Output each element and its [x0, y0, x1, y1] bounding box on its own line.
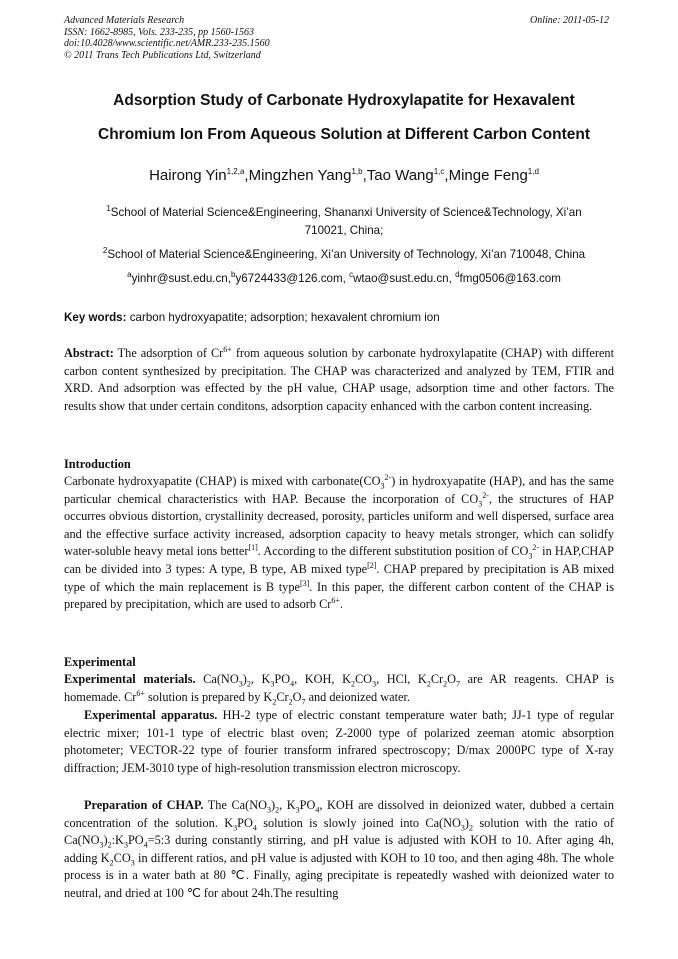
online-date: Online: 2011-05-12: [530, 15, 609, 26]
body-text: , KOH are dissolved in deionized water, dubbed a certain concentration of the solution. K: [64, 798, 614, 830]
body-text: and deionized water.: [305, 689, 410, 704]
body-text: solution is slowly joined into Ca(NO: [256, 815, 461, 830]
keywords-text: carbon hydroxyapatite; adsorption; hexavalent chromium ion: [126, 311, 440, 324]
author-name: Hairong Yin: [149, 167, 227, 184]
journal-header: [64, 15, 270, 61]
subscript: 3: [460, 823, 465, 833]
email-address[interactable]: fmg0506@163.com: [459, 272, 561, 285]
body-text: Cr: [430, 672, 444, 686]
author-name: Mingzhen Yang: [248, 167, 352, 184]
abstract-label: Abstract:: [64, 346, 114, 360]
subscript: 3: [99, 840, 104, 850]
body-text: solution with the ratio of Ca(NO: [64, 815, 614, 848]
body-text: PO: [274, 672, 291, 686]
body-text: ): [271, 798, 276, 812]
preparation-label: Preparation of CHAP.: [84, 798, 204, 812]
superscript: 2-: [482, 490, 489, 500]
affiliation-text: School of Material Science&Engineering, Shananxi University of Science&Technology, Xi’an: [110, 206, 582, 219]
subscript: 3: [233, 823, 238, 833]
superscript: 6+: [331, 596, 340, 606]
subscript: 2: [272, 697, 277, 707]
subscript: 2: [288, 697, 293, 707]
body-text: .: [339, 597, 343, 612]
subscript: 3: [478, 499, 483, 509]
author-name: Tao Wang: [366, 167, 434, 184]
email-address[interactable]: wtao@sust.edu.cn,: [353, 272, 456, 285]
citation-ref[interactable]: [1]: [248, 543, 258, 553]
subscript: 4: [290, 679, 295, 689]
body-text: Carbonate hydroxyapatite (CHAP) is mixed with carbonate(CO: [64, 474, 381, 488]
copyright-line: © 2011 Trans Tech Publications Ltd, Switzerland: [64, 49, 261, 61]
body-text: in different ratios, and pH value is adjusted with KOH to 10 too, and then aging 48h. The whole process is in a water bath at 80 ℃. Finally, aging precipitate is repeatedly washed with deionized water to neutral, and dried at 100 ℃ for about 24h.The resulting: [64, 850, 614, 900]
journal-name: Advanced Materials Research: [64, 15, 185, 26]
affiliation-1: [64, 204, 624, 240]
apparatus-text: HH-2 type of electric constant temperature water bath; JJ-1 type of regular electric mixer; 101-1 type of electric blast oven; Z-2000 type of polarized zeeman atomic absorption photometer; VECTOR-22 type of fourier transform infrared spectroscopy; D/max 2000PC type of X-ray diffraction; JEM-3010 type of high-resolution transmission electron microscopy.: [64, 708, 614, 775]
materials-paragraph: [64, 671, 614, 706]
email-address[interactable]: yinhr@sust.edu.cn,: [131, 272, 231, 285]
superscript: 6+: [223, 344, 232, 354]
affiliation-text: 710021, China;: [304, 224, 384, 237]
body-text: . In this paper, the different carbon content of the CHAP is prepared by precipitation, which are used to adsorb Cr: [64, 579, 614, 612]
experimental-heading: Experimental: [64, 655, 136, 669]
subscript: 4: [252, 823, 257, 833]
paper-title-line2: Chromium Ion From Aqueous Solution at Different Carbon Content: [98, 126, 590, 143]
abstract-paragraph: [64, 345, 614, 415]
apparatus-paragraph: [64, 707, 614, 777]
body-text: ): [464, 815, 469, 830]
affiliation-text: School of Material Science&Engineering, Xi’an University of Technology, Xi’an 710048, China: [107, 248, 586, 261]
author-affiliation-marker: 1,c: [433, 167, 445, 176]
body-text: O: [292, 689, 302, 704]
body-text: solution is prepared by K: [144, 689, 273, 704]
subscript: 3: [123, 840, 128, 850]
body-text: :K: [111, 833, 124, 848]
body-text: =5:3 during constantly stirring, and pH value is adjusted with KOH to 10. After aging 4h, adding K: [64, 833, 614, 865]
apparatus-label: Experimental apparatus.: [84, 708, 218, 722]
email-marker: b: [230, 270, 236, 280]
author-affiliation-marker: 1,b: [351, 167, 363, 176]
subscript: 2: [350, 679, 355, 689]
body-text: are AR reagents. CHAP is homemade. Cr: [64, 672, 615, 704]
paper-title-line1: Adsorption Study of Carbonate Hydroxylapatite for Hexavalent: [113, 92, 575, 109]
body-text: , the structures of HAP occurres obvious distortion, crystallinity decreased, porosity, particles uniform and well dispersed, surface area and the effective surface activity increased, adsorption capacity to heavy metals stronger, which can solidfy water-soluble heavy metal ions better: [64, 491, 615, 559]
preparation-paragraph: [64, 797, 614, 903]
author-name: Minge Feng: [448, 167, 528, 184]
superscript: 2-: [384, 472, 392, 482]
email-marker: c: [349, 270, 354, 280]
subscript: 3: [130, 858, 135, 868]
subscript: 2: [469, 823, 473, 833]
subscript: 7: [301, 697, 306, 707]
citation-ref[interactable]: [3]: [299, 578, 310, 588]
body-text: PO: [299, 798, 316, 812]
body-text: , HCl, K: [376, 672, 427, 686]
citation-ref[interactable]: [2]: [367, 560, 377, 570]
subscript: 2: [443, 679, 448, 689]
subscript: 3: [267, 805, 271, 815]
introduction-paragraph: [64, 473, 614, 614]
subscript: 3: [528, 551, 533, 561]
body-text: CO: [354, 672, 373, 686]
subscript: 3: [238, 679, 243, 689]
body-text: ) in hydroxyapatite (HAP), and has the same particular chemical characteristics with HAP. Because the incorporation of CO: [64, 474, 614, 506]
email-marker: d: [455, 270, 460, 280]
email-marker: a: [127, 270, 132, 280]
author-affiliation-marker: 1,d: [527, 167, 539, 176]
preparation-text: [64, 798, 614, 900]
email-address[interactable]: y6724433@126.com,: [235, 272, 350, 285]
subscript: 2: [275, 805, 280, 815]
body-text: , K: [250, 672, 271, 686]
body-text: in HAP,CHAP can be divided into 3 types: A type, B type, AB mixed type: [64, 544, 614, 576]
keywords-label: Key words:: [64, 311, 127, 324]
abstract-text: The adsorption of Cr: [113, 346, 224, 360]
body-text: ): [242, 672, 247, 686]
subscript: 2: [107, 840, 112, 850]
issn-line: ISSN: 1662-8985, Vols. 233-235, pp 1560-1563: [64, 26, 254, 38]
affiliation-marker: 2: [102, 246, 108, 256]
email-list: [64, 270, 624, 288]
subscript: 3: [380, 481, 385, 491]
body-text: Ca(NO: [195, 672, 239, 686]
body-text: . CHAP prepared by precipitation is AB mixed type of which the main replacement is B type: [64, 561, 615, 594]
body-text: CO: [113, 850, 131, 865]
subscript: 2: [246, 679, 251, 689]
body-text: PO: [237, 815, 253, 830]
body-text: O: [447, 672, 456, 686]
introduction-heading: Introduction: [64, 457, 131, 471]
author-affiliation-marker: 1,2,a: [226, 167, 245, 176]
subscript: 7: [456, 679, 460, 689]
subscript: 2: [109, 858, 114, 868]
affiliation-2: [64, 246, 624, 264]
superscript: 6+: [136, 688, 145, 698]
body-text: , K: [279, 798, 296, 812]
keywords: [64, 311, 440, 324]
materials-label: Experimental materials.: [64, 672, 196, 686]
body-text: PO: [127, 833, 144, 848]
body-text: , KOH, K: [294, 672, 351, 686]
subscript: 3: [270, 679, 275, 689]
body-text: ): [103, 833, 108, 848]
body-text: The Ca(NO: [203, 798, 267, 812]
subscript: 4: [315, 805, 320, 815]
subscript: 4: [143, 840, 148, 850]
affiliation-marker: 1: [106, 204, 111, 214]
abstract-text: from aqueous solution by carbonate hydroxylapatite (CHAP) with different carbon content synthesized by precipitation. The CHAP was characterized and analyzed by TEM, FTIR and XRD. And adsorption was effected by the pH value, CHAP usage, adsorption time and other factors. The results show that under certain conditons, adsorption capacity enhanced with the carbon content increasing.: [64, 346, 614, 413]
subscript: 3: [295, 805, 300, 815]
superscript: 2-: [532, 543, 540, 553]
subscript: 2: [426, 679, 431, 689]
doi-line: doi:10.4028/www.scientific.net/AMR.233-235.1560: [64, 38, 270, 49]
subscript: 3: [372, 679, 377, 689]
body-text: . According to the different substitution position of CO: [257, 544, 529, 559]
author-list: Hairong Yin$^{1,2,a}$,Mingzhen Yang$^{1,b}$,Tao Wang$^{1,c}$,Minge Feng$^{1,d}$: [149, 167, 539, 184]
body-text: Cr: [276, 689, 289, 704]
